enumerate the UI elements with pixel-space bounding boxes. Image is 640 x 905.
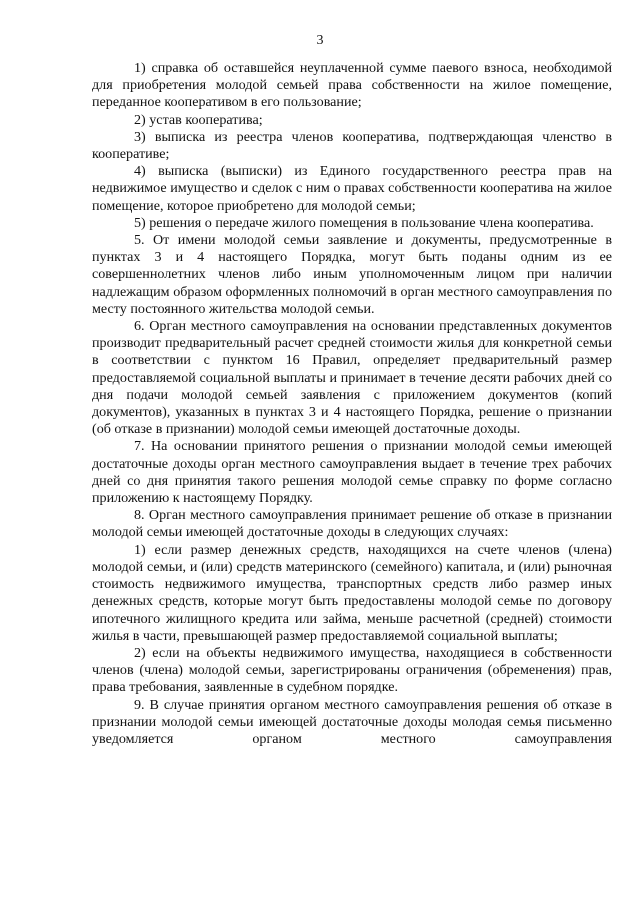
paragraph-item-4: 4) выписка (выписки) из Единого государственного реестра прав на недвижимое имущество и сделок с ним о правах собственности кооператива на жилое помещение, которое приобретено для молодой семьи; <box>92 163 612 214</box>
page-number: 3 <box>316 33 324 48</box>
document-body <box>92 60 612 748</box>
paragraph-item-5: 5) решения о передаче жилого помещения в пользование члена кооператива. <box>134 214 594 231</box>
paragraph-clause-9: 9. В случае принятия органом местного самоуправления решения об отказе в признании молодой семьи имеющей достаточные доходы молодая семья письменно уведомляется органом местного самоуправления <box>92 696 612 747</box>
paragraph-subitem-1: 1) если размер денежных средств, находящихся на счете членов (члена) молодой семьи, и (или) средств материнского (семейного) капитала, и (или) рыночная стоимость недвижимого имущества, транспортных средств либо размер иных денежных средств, которые могут быть предоставлены молодой семье по договору ипотечного жилищного кредита или займа, меньше расчетной (средней) стоимости жилья в части, превышающей размер предоставляемой социальной выплаты; <box>92 541 612 644</box>
paragraph-item-1: 1) справка об оставшейся неуплаченной сумме паевого взноса, необходимой для приобретения молодой семьей права собственности на жилое помещение, переданное кооперативом в его пользование; <box>92 60 612 111</box>
paragraph-item-2: 2) устав кооператива; <box>134 111 263 128</box>
paragraph-subitem-2: 2) если на объекты недвижимого имущества, находящиеся в собственности членов (члена) молодой семьи, зарегистрированы ограничения (обременения) прав, права требования, заявленные в судебном порядке. <box>92 644 612 696</box>
paragraph-clause-8: 8. Орган местного самоуправления принимает решение об отказе в признании молодой семьи имеющей достаточные доходы в следующих случаях: <box>92 507 612 541</box>
paragraph-clause-6: 6. Орган местного самоуправления на основании представленных документов производит предварительный расчет средней стоимости жилья для конкретной семьи в соответствии с пунктом 16 Правил, определяет предварительный размер предоставляемой социальной выплаты и принимает в течение десяти рабочих дней со дня подачи молодой семьей заявления с приложением документов (копий документов), указанных в пунктах 3 и 4 настоящего Порядка, решение о признании (об отказе в признании) молодой семьи имеющей достаточные доходы. <box>92 318 612 438</box>
paragraph-clause-5: 5. От имени молодой семьи заявление и документы, предусмотренные в пунктах 3 и 4 настоящего Порядка, могут быть поданы одним из ее совершеннолетних членов либо иным уполномоченным лицом при наличии надлежащим образом оформленных полномочий в орган местного самоуправления по месту постоянного жительства молодой семьи. <box>92 232 612 317</box>
paragraph-clause-7: 7. На основании принятого решения о признании молодой семьи имеющей достаточные доходы орган местного самоуправления выдает в течение трех рабочих дней со дня принятия такого решения молодой семье справку по форме согласно приложению к настоящему Порядку. <box>92 438 612 507</box>
paragraph-item-3: 3) выписка из реестра членов кооператива, подтверждающая членство в кооперативе; <box>92 128 612 163</box>
